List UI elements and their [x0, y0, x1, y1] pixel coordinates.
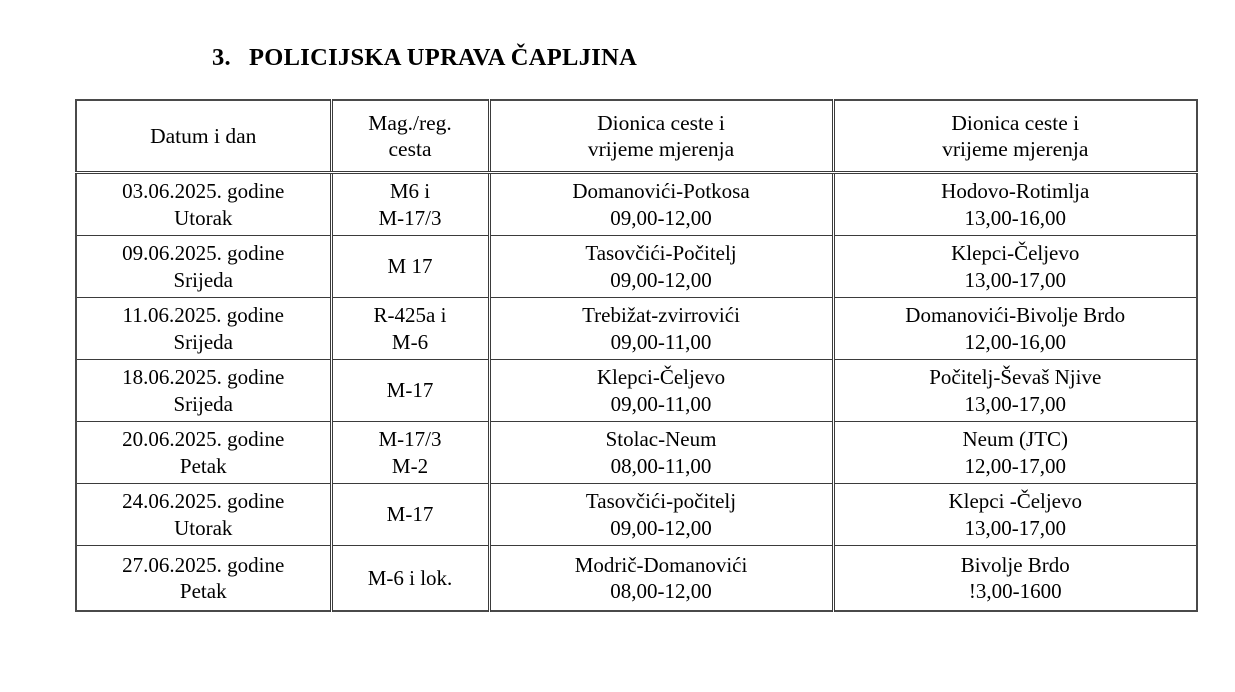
cell-section-1-name: Tasovčići-Počitelj	[585, 241, 737, 266]
cell-section-1-name: Trebižat-zvirrovići	[582, 303, 740, 328]
cell-section-2-time: 12,00-16,00	[964, 329, 1066, 354]
cell-date	[76, 298, 331, 360]
cell-section-2-time: 13,00-17,00	[964, 391, 1066, 416]
schedule-table-container	[75, 99, 1196, 612]
cell-section-2-time: 12,00-17,00	[964, 453, 1066, 478]
cell-road	[331, 236, 489, 298]
cell-section-1-name: Stolac-Neum	[605, 427, 717, 452]
cell-date-value: 24.06.2025. godine	[122, 489, 285, 514]
cell-day-value: Srijeda	[173, 329, 233, 354]
cell-date-value: 03.06.2025. godine	[122, 179, 285, 204]
cell-date	[76, 484, 331, 546]
cell-road-line2: M-2	[391, 453, 429, 478]
table-row	[76, 360, 1197, 422]
cell-section-1	[489, 546, 833, 612]
table-row	[76, 546, 1197, 612]
column-header-section-2-line1: Dionica ceste i	[951, 110, 1080, 135]
cell-section-2-name: Neum (JTC)	[962, 427, 1069, 452]
cell-day-value: Petak	[179, 453, 227, 478]
column-header-section-2	[833, 100, 1197, 173]
table-header	[76, 100, 1197, 173]
cell-section-1-time: 09,00-12,00	[610, 205, 712, 230]
cell-road-line1: M-17/3	[378, 427, 442, 452]
cell-section-2-name: Hodovo-Rotimlja	[941, 179, 1090, 204]
cell-section-1-time: 09,00-11,00	[610, 329, 712, 354]
column-header-section-1	[489, 100, 833, 173]
cell-date-value: 11.06.2025. godine	[122, 303, 284, 328]
cell-road-line2: M-17/3	[378, 205, 442, 230]
cell-section-2	[833, 422, 1197, 484]
cell-section-1-time: 09,00-12,00	[610, 267, 712, 292]
column-header-section-2-line2: vrijeme mjerenja	[942, 137, 1089, 161]
column-header-section-1-line1: Dionica ceste i	[597, 110, 725, 135]
cell-day-value: Srijeda	[173, 391, 233, 416]
cell-section-2	[833, 173, 1197, 236]
cell-section-2	[833, 236, 1197, 298]
cell-section-1-name: Modrič-Domanovići	[574, 552, 748, 577]
cell-section-2-time: !3,00-1600	[968, 579, 1062, 603]
cell-section-2	[833, 360, 1197, 422]
cell-date	[76, 422, 331, 484]
cell-road-line1: M 17	[387, 254, 433, 279]
page-title-text: POLICIJSKA UPRAVA ČAPLJINA	[248, 44, 638, 71]
table-row	[76, 422, 1197, 484]
column-header-date	[76, 100, 331, 173]
table-row	[76, 236, 1197, 298]
cell-date-value: 27.06.2025. godine	[122, 552, 285, 577]
cell-road	[331, 360, 489, 422]
cell-section-2-name: Bivolje Brdo	[960, 552, 1070, 577]
cell-road	[331, 173, 489, 236]
cell-date-value: 09.06.2025. godine	[122, 241, 285, 266]
cell-section-1-time: 08,00-11,00	[610, 453, 712, 478]
cell-section-2	[833, 546, 1197, 612]
cell-date	[76, 173, 331, 236]
cell-section-2-time: 13,00-16,00	[964, 205, 1066, 230]
cell-road	[331, 484, 489, 546]
cell-section-1	[489, 422, 833, 484]
cell-section-2-name: Počitelj-Ševaš Njive	[929, 365, 1102, 390]
cell-date	[76, 236, 331, 298]
cell-day-value: Utorak	[174, 515, 233, 540]
cell-section-2-name: Klepci -Čeljevo	[948, 489, 1083, 514]
cell-day-value: Utorak	[174, 205, 233, 230]
cell-road	[331, 298, 489, 360]
cell-section-2-name: Domanovići-Bivolje Brdo	[905, 303, 1126, 328]
cell-date-value: 18.06.2025. godine	[122, 365, 285, 390]
cell-road	[331, 422, 489, 484]
cell-section-2-name: Klepci-Čeljevo	[951, 241, 1080, 266]
cell-section-1-time: 09,00-11,00	[610, 391, 712, 416]
cell-road	[331, 546, 489, 612]
column-header-section-1-line2: vrijeme mjerenja	[587, 137, 735, 161]
table-row	[76, 484, 1197, 546]
cell-road-line1: M-6 i lok.	[367, 565, 453, 590]
page-title	[212, 45, 637, 72]
cell-section-1-time: 08,00-12,00	[610, 579, 712, 603]
cell-section-2-time: 13,00-17,00	[964, 515, 1066, 540]
cell-day-value: Petak	[179, 579, 227, 603]
table-body	[76, 173, 1197, 612]
column-header-road-line1: Mag./reg.	[368, 110, 452, 135]
cell-road-line1: R-425a i	[373, 303, 447, 328]
page-title-number: 3.	[212, 44, 231, 71]
cell-road-line2: M-6	[391, 329, 429, 354]
column-header-date-line1: Datum i dan	[150, 123, 257, 148]
table-header-row	[76, 100, 1197, 173]
cell-section-1	[489, 484, 833, 546]
cell-section-1	[489, 173, 833, 236]
cell-day-value: Srijeda	[173, 267, 233, 292]
cell-section-1-name: Tasovčići-počitelj	[585, 489, 737, 514]
table-row	[76, 173, 1197, 236]
cell-date-value: 20.06.2025. godine	[122, 427, 285, 452]
cell-date	[76, 360, 331, 422]
cell-section-1	[489, 298, 833, 360]
cell-date	[76, 546, 331, 612]
cell-road-line1: M-17	[386, 378, 434, 403]
cell-section-1	[489, 236, 833, 298]
cell-section-1-time: 09,00-12,00	[610, 515, 712, 540]
cell-section-2-time: 13,00-17,00	[964, 267, 1066, 292]
cell-section-1-name: Domanovići-Potkosa	[572, 179, 750, 204]
cell-section-1-name: Klepci-Čeljevo	[596, 365, 726, 390]
cell-section-2	[833, 484, 1197, 546]
column-header-road-line2: cesta	[388, 137, 432, 161]
cell-section-1	[489, 360, 833, 422]
table-row	[76, 298, 1197, 360]
schedule-table	[75, 99, 1198, 612]
cell-section-2	[833, 298, 1197, 360]
cell-road-line1: M6 i	[389, 179, 431, 204]
column-header-road	[331, 100, 489, 173]
cell-road-line1: M-17	[386, 502, 434, 527]
